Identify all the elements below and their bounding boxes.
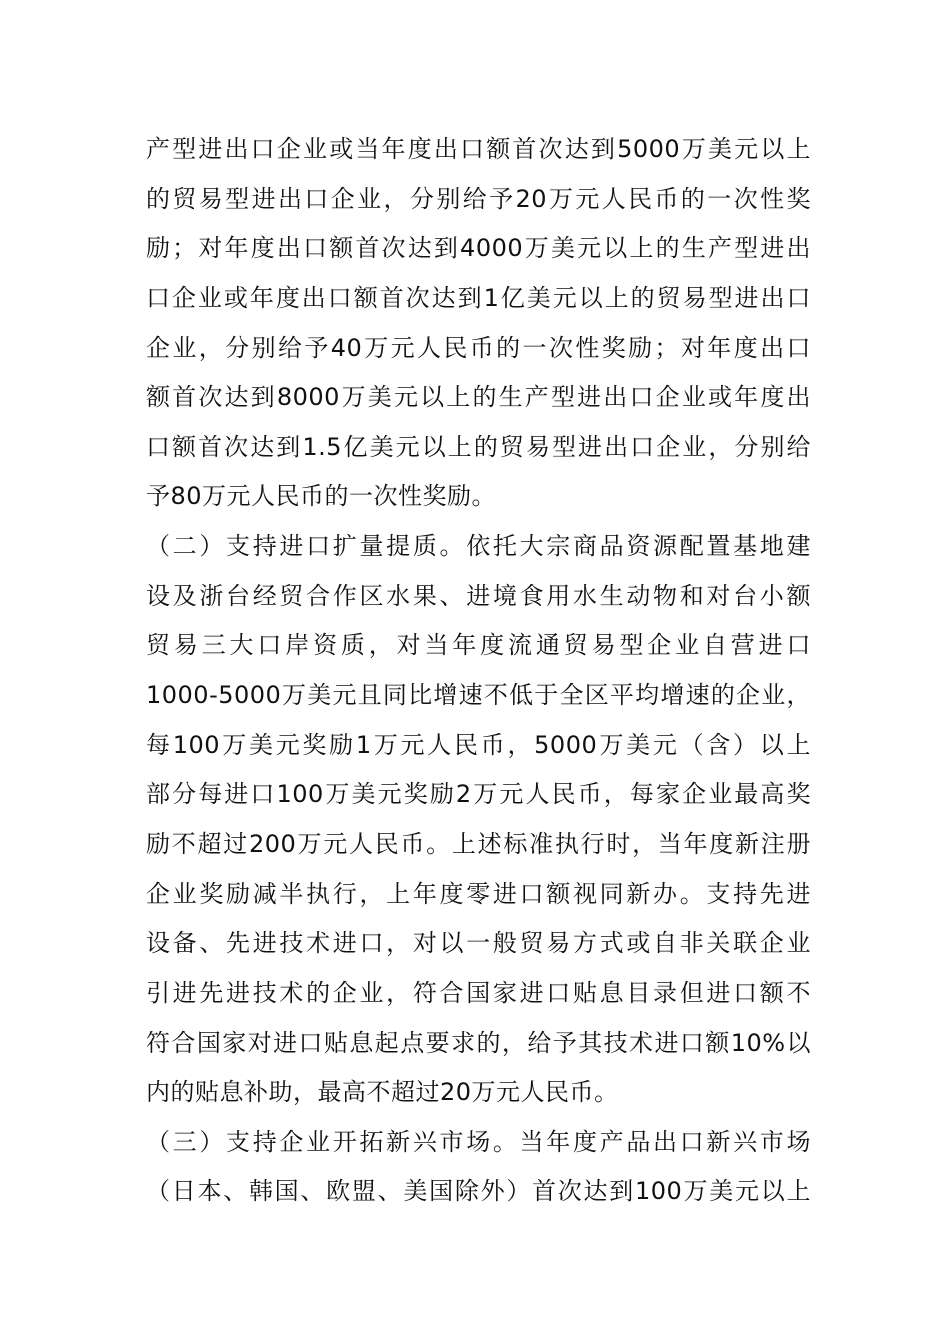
- text-line-9: （二）支持进口扩量提质。依托大宗商品资源配置基地建: [146, 532, 811, 561]
- text-line-13: 每100万美元奖励1万元人民币，5000万美元（含）以上: [146, 730, 811, 759]
- text-line-7: 口额首次达到1.5亿美元以上的贸易型进出口企业，分别给: [146, 432, 811, 461]
- text-line-8: 予80万元人民币的一次性奖励。: [146, 482, 497, 511]
- text-line-5: 企业，分别给予40万元人民币的一次性奖励；对年度出口: [146, 333, 811, 362]
- text-line-21: （三）支持企业开拓新兴市场。当年度产品出口新兴市场: [146, 1127, 811, 1156]
- text-line-6: 额首次达到8000万美元以上的生产型进出口企业或年度出: [146, 383, 811, 412]
- policy-text-body: [146, 125, 811, 1217]
- text-line-17: 设备、先进技术进口，对以一般贸易方式或自非关联企业: [146, 929, 811, 958]
- text-line-12: 1000-5000万美元且同比增速不低于全区平均增速的企业，: [146, 681, 811, 710]
- text-line-3: 励；对年度出口额首次达到4000万美元以上的生产型进出: [146, 234, 811, 263]
- text-line-1: 产型进出口企业或当年度出口额首次达到5000万美元以上: [146, 135, 811, 163]
- text-line-11: 贸易三大口岸资质，对当年度流通贸易型企业自营进口: [146, 631, 811, 660]
- text-line-10: 设及浙台经贸合作区水果、进境食用水生动物和对台小额: [146, 581, 811, 610]
- text-line-14: 部分每进口100万美元奖励2万元人民币，每家企业最高奖: [146, 780, 811, 809]
- text-line-18: 引进先进技术的企业，符合国家进口贴息目录但进口额不: [146, 978, 811, 1007]
- text-line-4: 口企业或年度出口额首次达到1亿美元以上的贸易型进出口: [146, 283, 811, 312]
- text-line-19: 符合国家对进口贴息起点要求的，给予其技术进口额10%以: [146, 1028, 811, 1057]
- text-line-20: 内的贴息补助，最高不超过20万元人民币。: [146, 1078, 619, 1107]
- text-line-16: 企业奖励减半执行，上年度零进口额视同新办。支持先进: [146, 879, 811, 908]
- text-line-2: 的贸易型进出口企业，分别给予20万元人民币的一次性奖: [146, 184, 811, 213]
- text-line-15: 励不超过200万元人民币。上述标准执行时，当年度新注册: [146, 829, 811, 858]
- text-line-22: （日本、韩国、欧盟、美国除外）首次达到100万美元以上: [146, 1177, 811, 1206]
